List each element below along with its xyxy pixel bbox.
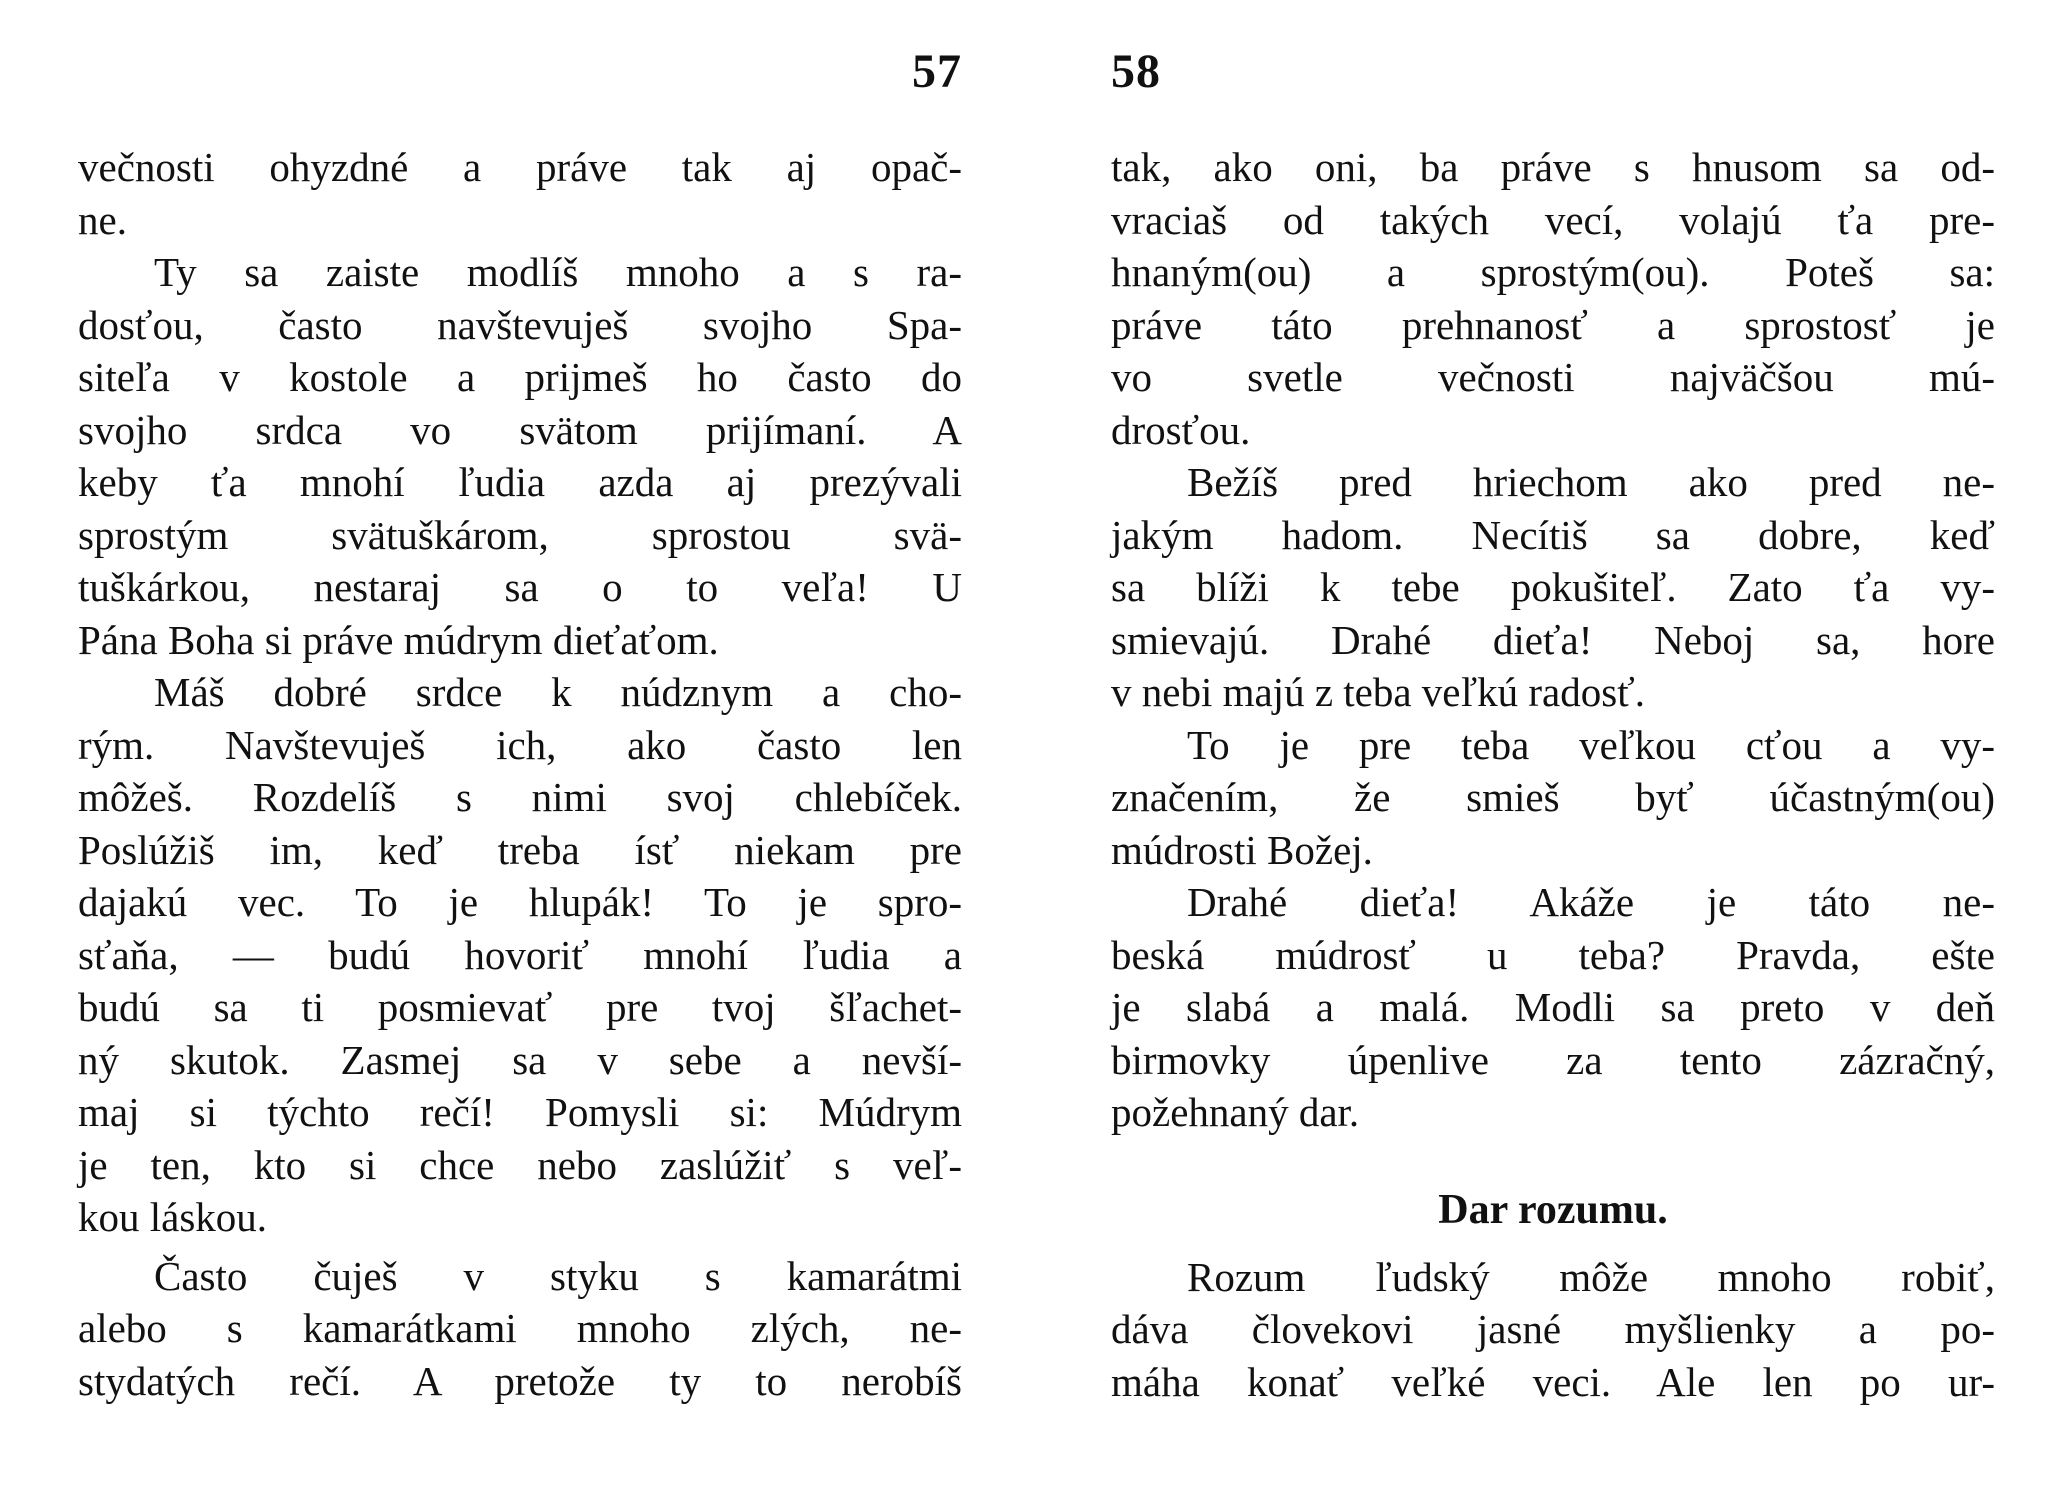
text-line: kou láskou. <box>78 1194 268 1240</box>
text-line: práve táto prehnanosť a sprostosť je <box>1111 301 1995 348</box>
text-line: hnaným(ou) a sprostým(ou). Poteš sa: <box>1111 249 1995 295</box>
text-line: tak, ako oni, ba práve s hnusom sa od- <box>1111 144 1995 190</box>
text-line: stydatých rečí. A pretože ty to nerobíš <box>78 1357 962 1404</box>
text-line: značením, že smieš byť účastným(ou) <box>1111 774 1995 820</box>
text-line: To je pre teba veľkou cťou a vy- <box>1187 721 1995 768</box>
text-line: v nebi majú z teba veľkú radosť. <box>1111 669 1645 715</box>
text-line: múdrosti Božej. <box>1111 826 1373 873</box>
section-heading: Dar rozumu. <box>1438 1186 1668 1233</box>
text-line: alebo s kamarátkami mnoho zlých, ne- <box>78 1305 962 1351</box>
text-line: keby ťa mnohí ľudia azda aj prezývali <box>78 459 962 505</box>
text-line: dosťou, často navštevuješ svojho Spa- <box>78 301 962 348</box>
text-line: sprostým svätuškárom, sprostou svä- <box>78 511 962 558</box>
left-page <box>78 0 962 1500</box>
text-line: Ty sa zaiste modlíš mnoho a s ra- <box>154 249 962 295</box>
text-line: požehnaný dar. <box>1111 1089 1360 1135</box>
right-page-text <box>1111 141 1995 1408</box>
text-line: Bežíš pred hriechom ako pred ne- <box>1187 459 1995 505</box>
page-number-right: 58 <box>1111 45 1161 98</box>
right-page <box>1111 0 1995 1500</box>
section-gap <box>1111 1139 1995 1175</box>
text-line: je ten, kto si chce nebo zaslúžiť s veľ- <box>78 1141 962 1188</box>
page-number-left: 57 <box>912 45 962 98</box>
text-line: máha konať veľké veci. Ale len po ur- <box>1111 1358 1995 1405</box>
text-line: rým. Navštevuješ ich, ako často len <box>78 721 962 768</box>
text-line: vo svetle večnosti najväčšou mú- <box>1111 354 1995 400</box>
text-line: Pána Boha si práve múdrym dieťaťom. <box>78 616 719 663</box>
text-line: tuškárkou, nestaraj sa o to veľa! U <box>78 564 962 610</box>
text-line: dajakú vec. To je hlupák! To je spro- <box>78 879 962 925</box>
text-line: drosťou. <box>1111 406 1251 453</box>
text-line: smievajú. Drahé dieťa! Neboj sa, hore <box>1111 616 1995 663</box>
text-line: môžeš. Rozdelíš s nimi svoj chlebíček. <box>78 774 962 820</box>
left-page-text <box>78 141 962 1407</box>
text-line: siteľa v kostole a prijmeš ho často do <box>78 354 962 400</box>
text-line: dáva človekovi jasné myšlienky a po- <box>1111 1306 1995 1352</box>
text-line: vraciaš od takých vecí, volajú ťa pre- <box>1111 196 1995 243</box>
text-line: Drahé dieťa! Akáže je táto ne- <box>1187 879 1995 925</box>
text-line: Často čuješ v styku s kamarátmi <box>154 1252 962 1299</box>
text-line: beská múdrosť u teba? Pravda, ešte <box>1111 931 1995 978</box>
text-line: maj si týchto rečí! Pomysli si: Múdrym <box>78 1089 962 1135</box>
text-line: večnosti ohyzdné a práve tak aj opač- <box>78 144 962 190</box>
text-line: jakým hadom. Necítiš sa dobre, keď <box>1111 511 1995 558</box>
text-line: ný skutok. Zasmej sa v sebe a nevší- <box>78 1036 962 1083</box>
text-line: svojho srdca vo svätom prijímaní. A <box>78 406 962 453</box>
text-line: sa blíži k tebe pokušiteľ. Zato ťa vy- <box>1111 564 1995 610</box>
text-line: budú sa ti posmievať pre tvoj šľachet- <box>78 984 962 1030</box>
text-line: ne. <box>78 196 127 243</box>
text-line: Rozum ľudský môže mnoho robiť, <box>1187 1253 1995 1300</box>
text-line: birmovky úpenlive za tento zázračný, <box>1111 1036 1995 1083</box>
text-line: sťaňa, — budú hovoriť mnohí ľudia a <box>78 931 962 978</box>
text-line: je slabá a malá. Modli sa preto v deň <box>1111 984 1995 1030</box>
text-line: Máš dobré srdce k núdznym a cho- <box>154 669 962 715</box>
text-line: Poslúžiš im, keď treba ísť niekam pre <box>78 826 962 873</box>
